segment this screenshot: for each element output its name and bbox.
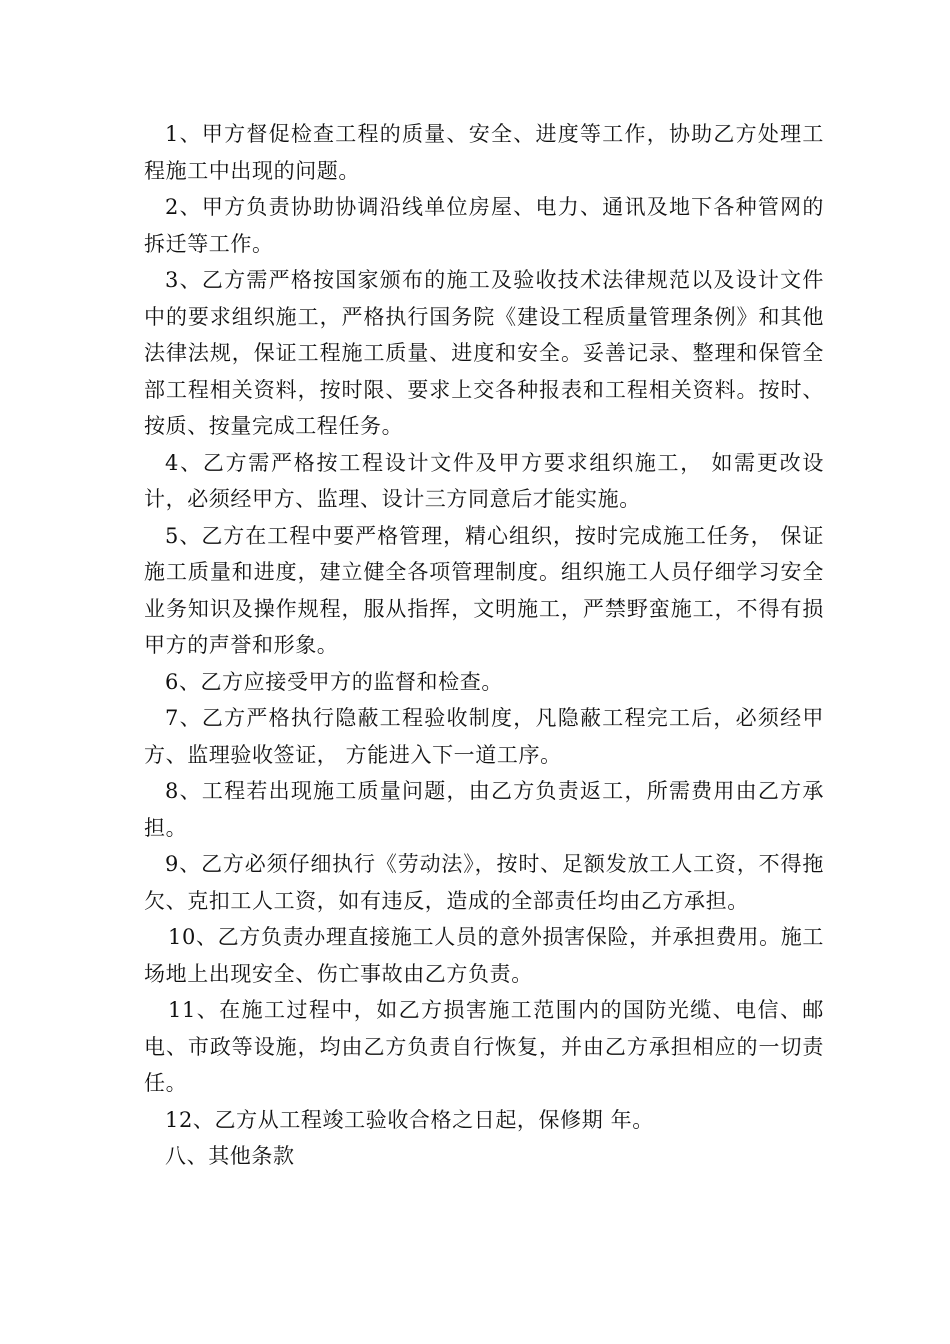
clause-6: 6、乙方应接受甲方的监督和检查。 bbox=[165, 669, 503, 694]
clause-8: 8、工程若出现施工质量问题，由乙方负责返工，所需费用由乙方承担。 bbox=[144, 779, 824, 840]
clause-4: 4、乙方需严格按工程设计文件及甲方要求组织施工， 如需更改设计，必须经甲方、监理、设计三方同意后才能实施。 bbox=[144, 450, 824, 511]
clause-3: 3、乙方需严格按国家颁布的施工及验收技术法律规范以及设计文件中的要求组织施工，严格执行国务院《建设工程质量管理条例》和其他法律法规，保证工程施工质量、进度和安全。妥善记录、整理和保管全部工程相关资料，按时限、要求上交各种报表和工程相关资料。按时、按质、按量完成工程任务。 bbox=[144, 268, 824, 438]
clause-7: 7、乙方严格执行隐蔽工程验收制度，凡隐蔽工程完工后，必须经甲方、监理验收签证， 方能进入下一道工序。 bbox=[144, 706, 824, 767]
clause-9: 9、乙方必须仔细执行《劳动法》，按时、足额发放工人工资，不得拖欠、克扣工人工资，如有违反，造成的全部责任均由乙方承担。 bbox=[144, 852, 824, 913]
clause-2: 2、甲方负责协助协调沿线单位房屋、电力、通讯及地下各种管网的拆迁等工作。 bbox=[144, 195, 824, 256]
clause-5: 5、乙方在工程中要严格管理，精心组织，按时完成施工任务， 保证施工质量和进度，建立健全各项管理制度。组织施工人员仔细学习安全业务知识及操作规程，服从指挥，文明施工，严禁野蛮施工，不得有损甲方的声誉和形象。 bbox=[144, 523, 824, 657]
clause-11: 11、在施工过程中，如乙方损害施工范围内的国防光缆、电信、邮电、市政等设施，均由乙方负责自行恢复，并由乙方承担相应的一切责任。 bbox=[144, 998, 824, 1095]
section-heading-other-terms: 八、其他条款 bbox=[165, 1144, 295, 1168]
clause-10: 10、乙方负责办理直接施工人员的意外损害保险，并承担费用。施工场地上出现安全、伤亡事故由乙方负责。 bbox=[144, 925, 824, 986]
clause-1: 1、甲方督促检查工程的质量、安全、进度等工作，协助乙方处理工程施工中出现的问题。 bbox=[144, 122, 824, 183]
document-body bbox=[144, 116, 824, 1175]
clause-12: 12、乙方从工程竣工验收合格之日起，保修期 年。 bbox=[165, 1107, 654, 1132]
